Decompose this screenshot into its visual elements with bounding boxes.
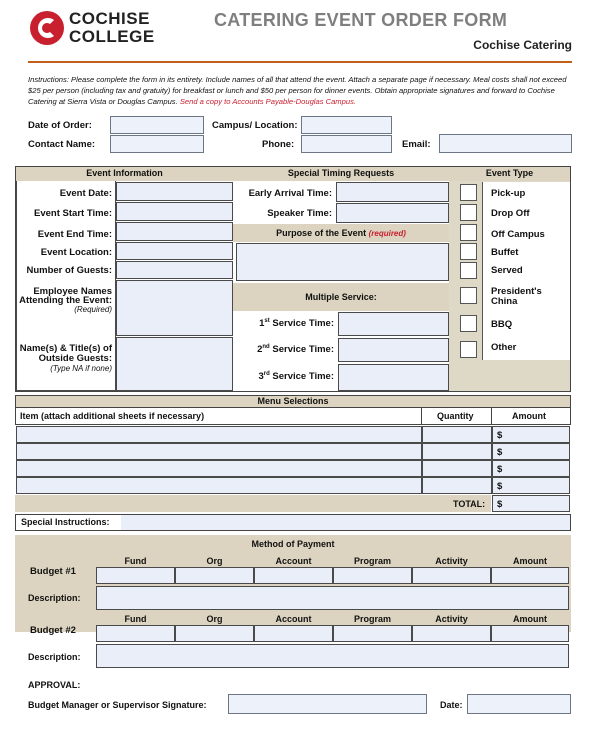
multiple-service-header: Multiple Service: xyxy=(233,283,449,311)
budget2-org-col: Org xyxy=(206,614,223,624)
instructions-text: Instructions: Please complete the form in its entirety. Include names of all that attend the event. Attach a separate page if necessary. Meal costs shall not exceed $25 per person (including tax and gratuity) for breakfast or lunch and $50 per person for dinner events. Obtain appropriate signatures and forward to Cochise Catering at Sierra Vista or Douglas Campus. xyxy=(28,75,567,106)
budget2-description-field[interactable] xyxy=(96,644,569,668)
service1-field[interactable] xyxy=(338,312,449,336)
event-info-header: Event Information xyxy=(16,167,233,181)
budget1-program-field[interactable] xyxy=(333,567,412,584)
contact-name-field[interactable] xyxy=(110,135,204,153)
timing-header: Special Timing Requests xyxy=(233,167,449,181)
menu-amount-field[interactable] xyxy=(492,477,570,494)
event-type-header: Event Type xyxy=(449,167,570,181)
campus-location-field[interactable] xyxy=(301,116,392,134)
budget2-description-label: Description: xyxy=(28,652,81,662)
service2-sup: nd xyxy=(262,344,270,350)
budget2-org-field[interactable] xyxy=(175,625,254,642)
form-title: CATERING EVENT ORDER FORM xyxy=(214,10,508,30)
other-label: Other xyxy=(491,342,517,353)
menu-header: Menu Selections xyxy=(15,395,571,408)
menu-total-dollar: $ xyxy=(497,499,503,510)
service2-label xyxy=(236,344,334,355)
pickup-label: Pick-up xyxy=(491,188,526,199)
service3-suffix: Service Time: xyxy=(269,371,334,383)
number-of-guests-label: Number of Guests: xyxy=(26,265,112,276)
instructions-red-text: Send a copy to Accounts Payable-Douglas Campus. xyxy=(179,97,356,106)
service2-num: 2 xyxy=(257,344,263,356)
date-of-order-label: Date of Order: xyxy=(28,120,92,131)
approval-label: APPROVAL: xyxy=(28,680,81,690)
contact-name-label: Contact Name: xyxy=(28,139,96,150)
purpose-field[interactable] xyxy=(236,243,449,281)
special-instructions-field[interactable] xyxy=(121,515,570,530)
phone-field[interactable] xyxy=(301,135,392,153)
budget2-amount-col: Amount xyxy=(513,614,547,624)
event-start-time-label: Event Start Time: xyxy=(34,208,112,219)
budget1-org-col: Org xyxy=(206,556,223,566)
budget2-activity-col: Activity xyxy=(435,614,468,624)
menu-item-field[interactable] xyxy=(16,460,422,477)
menu-total-field[interactable] xyxy=(492,495,570,512)
purpose-required: (required) xyxy=(368,229,406,238)
budget1-columns xyxy=(96,556,569,584)
budget1-activity-field[interactable] xyxy=(412,567,491,584)
outside-guests-text: Name(s) & Title(s) of Outside Guests: xyxy=(19,343,112,364)
budget2-program-field[interactable] xyxy=(333,625,412,642)
college-logo-icon xyxy=(29,10,65,46)
budget1-program-col: Program xyxy=(353,556,391,566)
served-label: Served xyxy=(491,265,523,276)
special-instructions-label: Special Instructions: xyxy=(21,517,110,527)
service3-num: 3 xyxy=(258,371,264,383)
purpose-header xyxy=(233,224,449,242)
menu-quantity-field[interactable] xyxy=(422,477,492,494)
service2-field[interactable] xyxy=(338,338,449,362)
event-location-label: Event Location: xyxy=(40,247,112,258)
menu-total-row xyxy=(15,495,491,512)
number-of-guests-field[interactable] xyxy=(116,261,233,279)
budget1-activity-col: Activity xyxy=(435,556,468,566)
purpose-header-text: Purpose of the Event xyxy=(276,228,367,238)
logo-line-1: COCHISE xyxy=(69,9,150,28)
menu-item-col: Item (attach additional sheets if necessary) xyxy=(20,411,205,421)
budget1-description-field[interactable] xyxy=(96,586,569,610)
header-divider xyxy=(28,61,572,63)
other-checkbox[interactable] xyxy=(460,341,477,358)
budget1-amount-field[interactable] xyxy=(491,567,569,584)
budget2-columns xyxy=(96,614,569,642)
budget1-amount-col: Amount xyxy=(513,556,547,566)
served-checkbox[interactable] xyxy=(460,262,477,279)
menu-item-field[interactable] xyxy=(16,426,422,443)
budget1-fund-col: Fund xyxy=(124,556,147,566)
speaker-time-field[interactable] xyxy=(336,203,449,223)
buffet-checkbox[interactable] xyxy=(460,243,477,260)
menu-item-field[interactable] xyxy=(16,443,422,460)
early-arrival-field[interactable] xyxy=(336,182,449,202)
employee-names-label xyxy=(16,287,112,314)
off-campus-checkbox[interactable] xyxy=(460,224,477,241)
menu-dollar: $ xyxy=(497,430,503,441)
employee-names-required: (Required) xyxy=(74,305,112,314)
bbq-label: BBQ xyxy=(491,319,513,330)
signature-label: Budget Manager or Supervisor Signature: xyxy=(28,700,207,710)
service2-suffix: Service Time: xyxy=(269,344,334,356)
early-arrival-label: Early Arrival Time: xyxy=(248,188,332,199)
menu-quantity-col: Quantity xyxy=(437,411,474,421)
presidents-china-checkbox[interactable] xyxy=(460,287,477,304)
menu-colhead-divider-1 xyxy=(421,408,422,425)
menu-item-field[interactable] xyxy=(16,477,422,494)
presidents-china-label: President's China xyxy=(491,286,542,307)
pickup-checkbox[interactable] xyxy=(460,184,477,201)
budget2-fund-field[interactable] xyxy=(96,625,175,642)
budget2-program-col: Program xyxy=(353,614,391,624)
service3-label xyxy=(236,371,334,382)
outside-guests-field[interactable] xyxy=(116,337,233,391)
menu-dollar: $ xyxy=(497,447,503,458)
menu-quantity-field[interactable] xyxy=(422,460,492,477)
menu-colhead-divider-2 xyxy=(491,408,492,425)
off-campus-label: Off Campus xyxy=(491,229,545,240)
service3-sup: rd xyxy=(263,371,270,377)
budget2-account-col: Account xyxy=(275,614,312,624)
menu-total-label: TOTAL: xyxy=(453,499,486,509)
menu-amount-field[interactable] xyxy=(492,460,570,477)
employee-names-text: Employee Names Attending the Event: xyxy=(19,286,112,306)
outside-guests-label xyxy=(16,344,112,374)
menu-quantity-field[interactable] xyxy=(422,443,492,460)
instructions xyxy=(28,74,574,107)
phone-label: Phone: xyxy=(262,139,295,150)
logo-line-2: COLLEGE xyxy=(69,27,155,46)
budget1-org-field[interactable] xyxy=(175,567,254,584)
menu-amount-field[interactable] xyxy=(492,443,570,460)
service1-label xyxy=(236,318,334,329)
menu-amount-field[interactable] xyxy=(492,426,570,443)
dropoff-label: Drop Off xyxy=(491,208,530,219)
budget1-label: Budget #1 xyxy=(30,566,76,577)
employee-names-field[interactable] xyxy=(116,280,233,336)
menu-dollar: $ xyxy=(497,481,503,492)
service1-num: 1 xyxy=(259,318,265,330)
form-subtitle: Cochise Catering xyxy=(473,38,572,52)
budget2-fund-col: Fund xyxy=(124,614,147,624)
menu-dollar: $ xyxy=(497,464,503,475)
service1-suffix: Service Time: xyxy=(269,318,334,330)
event-location-field[interactable] xyxy=(116,242,233,260)
budget1-account-col: Account xyxy=(275,556,312,566)
outside-guests-na: (Type NA if none) xyxy=(50,364,112,373)
campus-location-label: Campus/ Location: xyxy=(212,120,298,131)
email-field[interactable] xyxy=(439,134,572,153)
event-date-field[interactable] xyxy=(116,182,233,201)
speaker-time-label: Speaker Time: xyxy=(267,208,332,219)
budget2-label: Budget #2 xyxy=(30,625,76,636)
college-logo xyxy=(29,8,169,48)
buffet-label: Buffet xyxy=(491,247,519,258)
budget2-activity-field[interactable] xyxy=(412,625,491,642)
approval-date-field[interactable] xyxy=(467,694,571,714)
menu-amount-col: Amount xyxy=(512,411,546,421)
service3-field[interactable] xyxy=(338,364,449,391)
event-start-time-field[interactable] xyxy=(116,202,233,221)
approval-date-label: Date: xyxy=(440,700,463,710)
budget2-amount-field[interactable] xyxy=(491,625,569,642)
payment-header: Method of Payment xyxy=(15,535,571,554)
menu-quantity-field[interactable] xyxy=(422,426,492,443)
dropoff-checkbox[interactable] xyxy=(460,204,477,221)
email-label: Email: xyxy=(402,139,431,150)
date-of-order-field[interactable] xyxy=(110,116,204,134)
budget2-account-field[interactable] xyxy=(254,625,333,642)
event-end-time-label: Event End Time: xyxy=(37,229,112,240)
service1-sup: st xyxy=(264,318,270,324)
bbq-checkbox[interactable] xyxy=(460,315,477,332)
event-end-time-field[interactable] xyxy=(116,222,233,241)
budget1-account-field[interactable] xyxy=(254,567,333,584)
event-date-label: Event Date: xyxy=(59,188,112,199)
signature-field[interactable] xyxy=(228,694,427,714)
budget1-description-label: Description: xyxy=(28,593,81,603)
budget1-fund-field[interactable] xyxy=(96,567,175,584)
